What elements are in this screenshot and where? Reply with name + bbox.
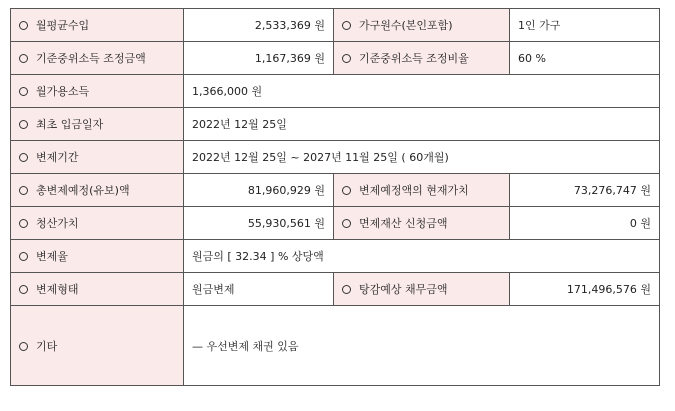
other-value: — 우선변제 채권 있음	[184, 306, 660, 386]
circle-bullet-icon	[19, 87, 28, 96]
table-row	[11, 240, 660, 273]
repayment-period-label: 변제기간	[36, 151, 79, 164]
circle-bullet-icon	[19, 153, 28, 162]
table-row	[11, 9, 660, 42]
table-row	[11, 174, 660, 207]
label-cell	[11, 9, 184, 42]
median-income-adjusted-value: 1,167,369 원	[184, 42, 334, 75]
table-row	[11, 141, 660, 174]
disposable-income-label: 월가용소득	[36, 85, 90, 98]
first-payment-date-value: 2022년 12월 25일	[184, 108, 660, 141]
repayment-rate-label: 변제율	[36, 250, 68, 263]
label-cell	[334, 42, 510, 75]
circle-bullet-icon	[19, 186, 28, 195]
total-repayment-label: 총변제예정(유보)액	[36, 184, 130, 197]
circle-bullet-icon	[342, 285, 351, 294]
label-cell	[11, 207, 184, 240]
circle-bullet-icon	[342, 219, 351, 228]
circle-bullet-icon	[19, 21, 28, 30]
label-cell	[334, 9, 510, 42]
label-cell	[11, 174, 184, 207]
present-value-value: 73,276,747 원	[510, 174, 660, 207]
exempt-property-value: 0 원	[510, 207, 660, 240]
table-row	[11, 75, 660, 108]
liquidation-value-value: 55,930,561 원	[184, 207, 334, 240]
circle-bullet-icon	[342, 54, 351, 63]
monthly-income-label: 월평균수입	[36, 19, 90, 32]
circle-bullet-icon	[19, 120, 28, 129]
household-size-value: 1인 가구	[510, 9, 660, 42]
circle-bullet-icon	[19, 252, 28, 261]
repayment-period-value: 2022년 12월 25일 ~ 2027년 11월 25일 ( 60개월)	[184, 141, 660, 174]
monthly-income-value: 2,533,369 원	[184, 9, 334, 42]
label-cell	[11, 306, 184, 386]
forgiven-debt-value: 171,496,576 원	[510, 273, 660, 306]
present-value-label: 변제예정액의 현재가치	[359, 184, 469, 197]
median-income-adjusted-label: 기준중위소득 조정금액	[36, 52, 146, 65]
table-row	[11, 207, 660, 240]
label-cell	[11, 108, 184, 141]
table-row	[11, 306, 660, 386]
repayment-type-label: 변제형태	[36, 283, 79, 296]
label-cell	[334, 273, 510, 306]
label-cell	[334, 207, 510, 240]
circle-bullet-icon	[342, 21, 351, 30]
liquidation-value-label: 청산가치	[36, 217, 79, 230]
label-cell	[11, 141, 184, 174]
exempt-property-label: 면제재산 신청금액	[359, 217, 448, 230]
disposable-income-value: 1,366,000 원	[184, 75, 660, 108]
circle-bullet-icon	[19, 285, 28, 294]
median-income-ratio-label: 기준중위소득 조정비율	[359, 52, 469, 65]
label-cell	[334, 174, 510, 207]
table-row	[11, 273, 660, 306]
label-cell	[11, 273, 184, 306]
other-label: 기타	[36, 339, 58, 353]
circle-bullet-icon	[342, 186, 351, 195]
forgiven-debt-label: 탕감예상 채무금액	[359, 283, 448, 296]
label-cell	[11, 42, 184, 75]
circle-bullet-icon	[19, 219, 28, 228]
total-repayment-value: 81,960,929 원	[184, 174, 334, 207]
repayment-type-value: 원금변제	[184, 273, 334, 306]
circle-bullet-icon	[19, 54, 28, 63]
label-cell	[11, 75, 184, 108]
household-size-label: 가구원수(본인포함)	[359, 19, 453, 32]
first-payment-date-label: 최초 입금일자	[36, 118, 104, 131]
label-cell	[11, 240, 184, 273]
repayment-rate-value: 원금의 [ 32.34 ] % 상당액	[184, 240, 660, 273]
repayment-summary-table	[10, 8, 660, 386]
circle-bullet-icon	[19, 342, 28, 351]
table-row	[11, 42, 660, 75]
table-row	[11, 108, 660, 141]
median-income-ratio-value: 60 %	[510, 42, 660, 75]
